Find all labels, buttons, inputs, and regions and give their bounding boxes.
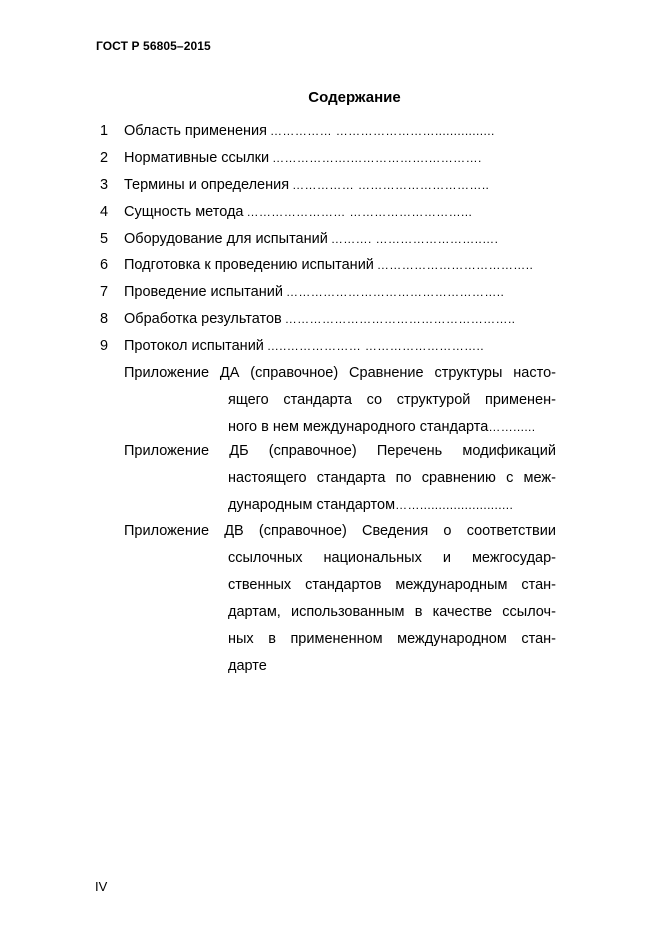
toc-item-title: Термины и определения xyxy=(124,176,290,193)
page-number: IV xyxy=(95,879,108,894)
toc-item-leader: …………… ………………………….. xyxy=(292,177,490,192)
toc-item-title: Оборудование для испытаний xyxy=(124,230,328,247)
appendix-word: стандартов xyxy=(305,576,382,593)
appendix-word: меж- xyxy=(523,469,556,486)
appendix-word: качестве xyxy=(432,603,493,620)
appendix-word: настоящего xyxy=(228,469,307,486)
appendix-word: ящего xyxy=(228,391,269,408)
toc-item-title: Протокол испытаний xyxy=(124,338,264,355)
appendix-last-text: ного в нем международного стандарта xyxy=(228,418,489,435)
toc-item-leader: …………………………………………….. xyxy=(285,285,505,300)
toc-title: Содержание xyxy=(308,89,401,106)
appendix-continuation-line xyxy=(228,626,556,653)
appendix-word: ственных xyxy=(228,576,292,593)
appendix-word: примененном xyxy=(290,630,383,647)
appendix-word: ссылочных xyxy=(228,549,303,566)
toc-item-title: Нормативные ссылки xyxy=(124,149,270,166)
appendix-word: Сравнение xyxy=(349,365,424,381)
appendix-title-line xyxy=(124,360,556,387)
appendix-continuation-line xyxy=(228,387,556,414)
appendix-word: Приложение xyxy=(124,365,210,381)
toc-item-title: Сущность метода xyxy=(124,203,244,220)
appendix-entry xyxy=(124,518,556,679)
toc-item-number: 9 xyxy=(100,338,109,355)
appendix-last-line xyxy=(228,414,556,441)
appendix-word: насто- xyxy=(513,365,556,381)
page-header: ГОСТ Р 56805–2015 xyxy=(96,39,211,53)
appendix-word: стан- xyxy=(521,630,556,647)
toc-item-leader: …..……………… ……………………….. xyxy=(266,339,484,354)
appendix-word: Приложение xyxy=(124,523,210,539)
appendix-entry xyxy=(124,360,556,441)
appendix-continuation-line xyxy=(228,599,556,626)
appendix-word: национальных xyxy=(323,549,422,566)
toc-item-title: Обработка результатов xyxy=(124,311,282,328)
appendix-word: соответствии xyxy=(466,523,556,539)
toc-item-number: 8 xyxy=(100,311,109,328)
toc-item-leader: ………. ……………………..…. xyxy=(330,231,499,246)
appendix-word: структурой xyxy=(396,391,471,408)
appendix-word: ДБ xyxy=(229,443,249,459)
appendix-word: стандарта xyxy=(283,391,352,408)
appendix-word: Сведения xyxy=(361,523,429,539)
appendix-word: о xyxy=(443,523,452,539)
appendix-word: сравнению xyxy=(421,469,496,486)
appendix-word: (справочное) xyxy=(258,523,347,539)
toc-item-title: Область применения xyxy=(124,123,268,139)
toc-item-leader: …………… ……………………................ xyxy=(270,124,495,138)
appendix-word: ДА xyxy=(219,365,240,381)
toc-item xyxy=(96,199,556,226)
appendix-word: международным xyxy=(395,576,508,593)
appendix-word: применен- xyxy=(485,391,556,408)
appendix-word: и xyxy=(442,549,451,566)
appendix-title-line xyxy=(124,518,556,545)
toc-item-number: 4 xyxy=(100,203,109,220)
appendix-word: (справочное) xyxy=(250,365,339,381)
appendix-word: в xyxy=(414,603,423,620)
appendix-word: ДВ xyxy=(224,523,244,539)
appendix-last-text: дарте xyxy=(228,657,267,674)
toc-item xyxy=(96,306,556,333)
appendix-word: межгосудар- xyxy=(471,549,556,566)
appendix-word: международном xyxy=(397,630,507,647)
toc-item xyxy=(96,145,556,172)
appendix-word: ных xyxy=(228,630,254,647)
appendix-word: модификаций xyxy=(462,443,556,459)
appendix-word: ссылоч- xyxy=(502,603,556,620)
toc-item-number: 1 xyxy=(100,123,109,139)
toc-item-title: Проведение испытаний xyxy=(124,284,283,301)
appendix-word: Приложение xyxy=(124,443,210,459)
toc-list xyxy=(96,118,556,360)
appendix-continuation-line xyxy=(228,572,556,599)
appendix-last-text: дународным стандартом xyxy=(228,496,396,513)
appendix-leader xyxy=(267,653,556,680)
appendix-word: структуры xyxy=(434,365,503,381)
toc-item-leader: ……………………………….. xyxy=(376,258,534,273)
toc-item-number: 5 xyxy=(100,230,109,247)
appendix-word: с xyxy=(506,469,514,486)
toc-item xyxy=(96,118,556,145)
appendix-continuation-line xyxy=(228,465,556,492)
toc-item xyxy=(96,333,556,360)
appendix-entry xyxy=(124,438,556,519)
appendix-leader: ……...... xyxy=(488,419,536,434)
toc-item-number: 3 xyxy=(100,176,109,193)
appendix-last-line xyxy=(228,492,556,519)
toc-item xyxy=(96,279,556,306)
appendix-word: дартам, xyxy=(228,603,281,620)
appendix-word: стандарта xyxy=(316,469,386,486)
appendix-title-line xyxy=(124,438,556,465)
toc-item-number: 6 xyxy=(100,257,109,274)
toc-item xyxy=(96,172,556,199)
appendix-continuation-line xyxy=(228,545,556,572)
toc-item-number: 2 xyxy=(100,149,109,166)
appendix-word: стан- xyxy=(521,576,556,593)
appendix-last-line xyxy=(228,653,556,680)
toc-item-title: Подготовка к проведению испытаний xyxy=(124,257,374,274)
appendix-word: по xyxy=(395,469,412,486)
appendix-word: (справочное) xyxy=(268,443,357,459)
toc-item xyxy=(96,252,556,279)
appendix-word: в xyxy=(268,630,276,647)
appendix-word: со xyxy=(366,391,383,408)
appendix-word: Перечень xyxy=(376,443,443,459)
appendix-leader: ……......................... xyxy=(395,497,514,512)
toc-item-leader: …………………… ………………………... xyxy=(246,204,473,219)
toc-item-leader: ……………….……………….…………. xyxy=(272,150,482,165)
toc-item-leader: ……………………………………………….. xyxy=(284,312,516,327)
toc-item xyxy=(96,226,556,253)
appendix-word: использованным xyxy=(290,603,405,620)
toc-item-number: 7 xyxy=(100,284,109,301)
